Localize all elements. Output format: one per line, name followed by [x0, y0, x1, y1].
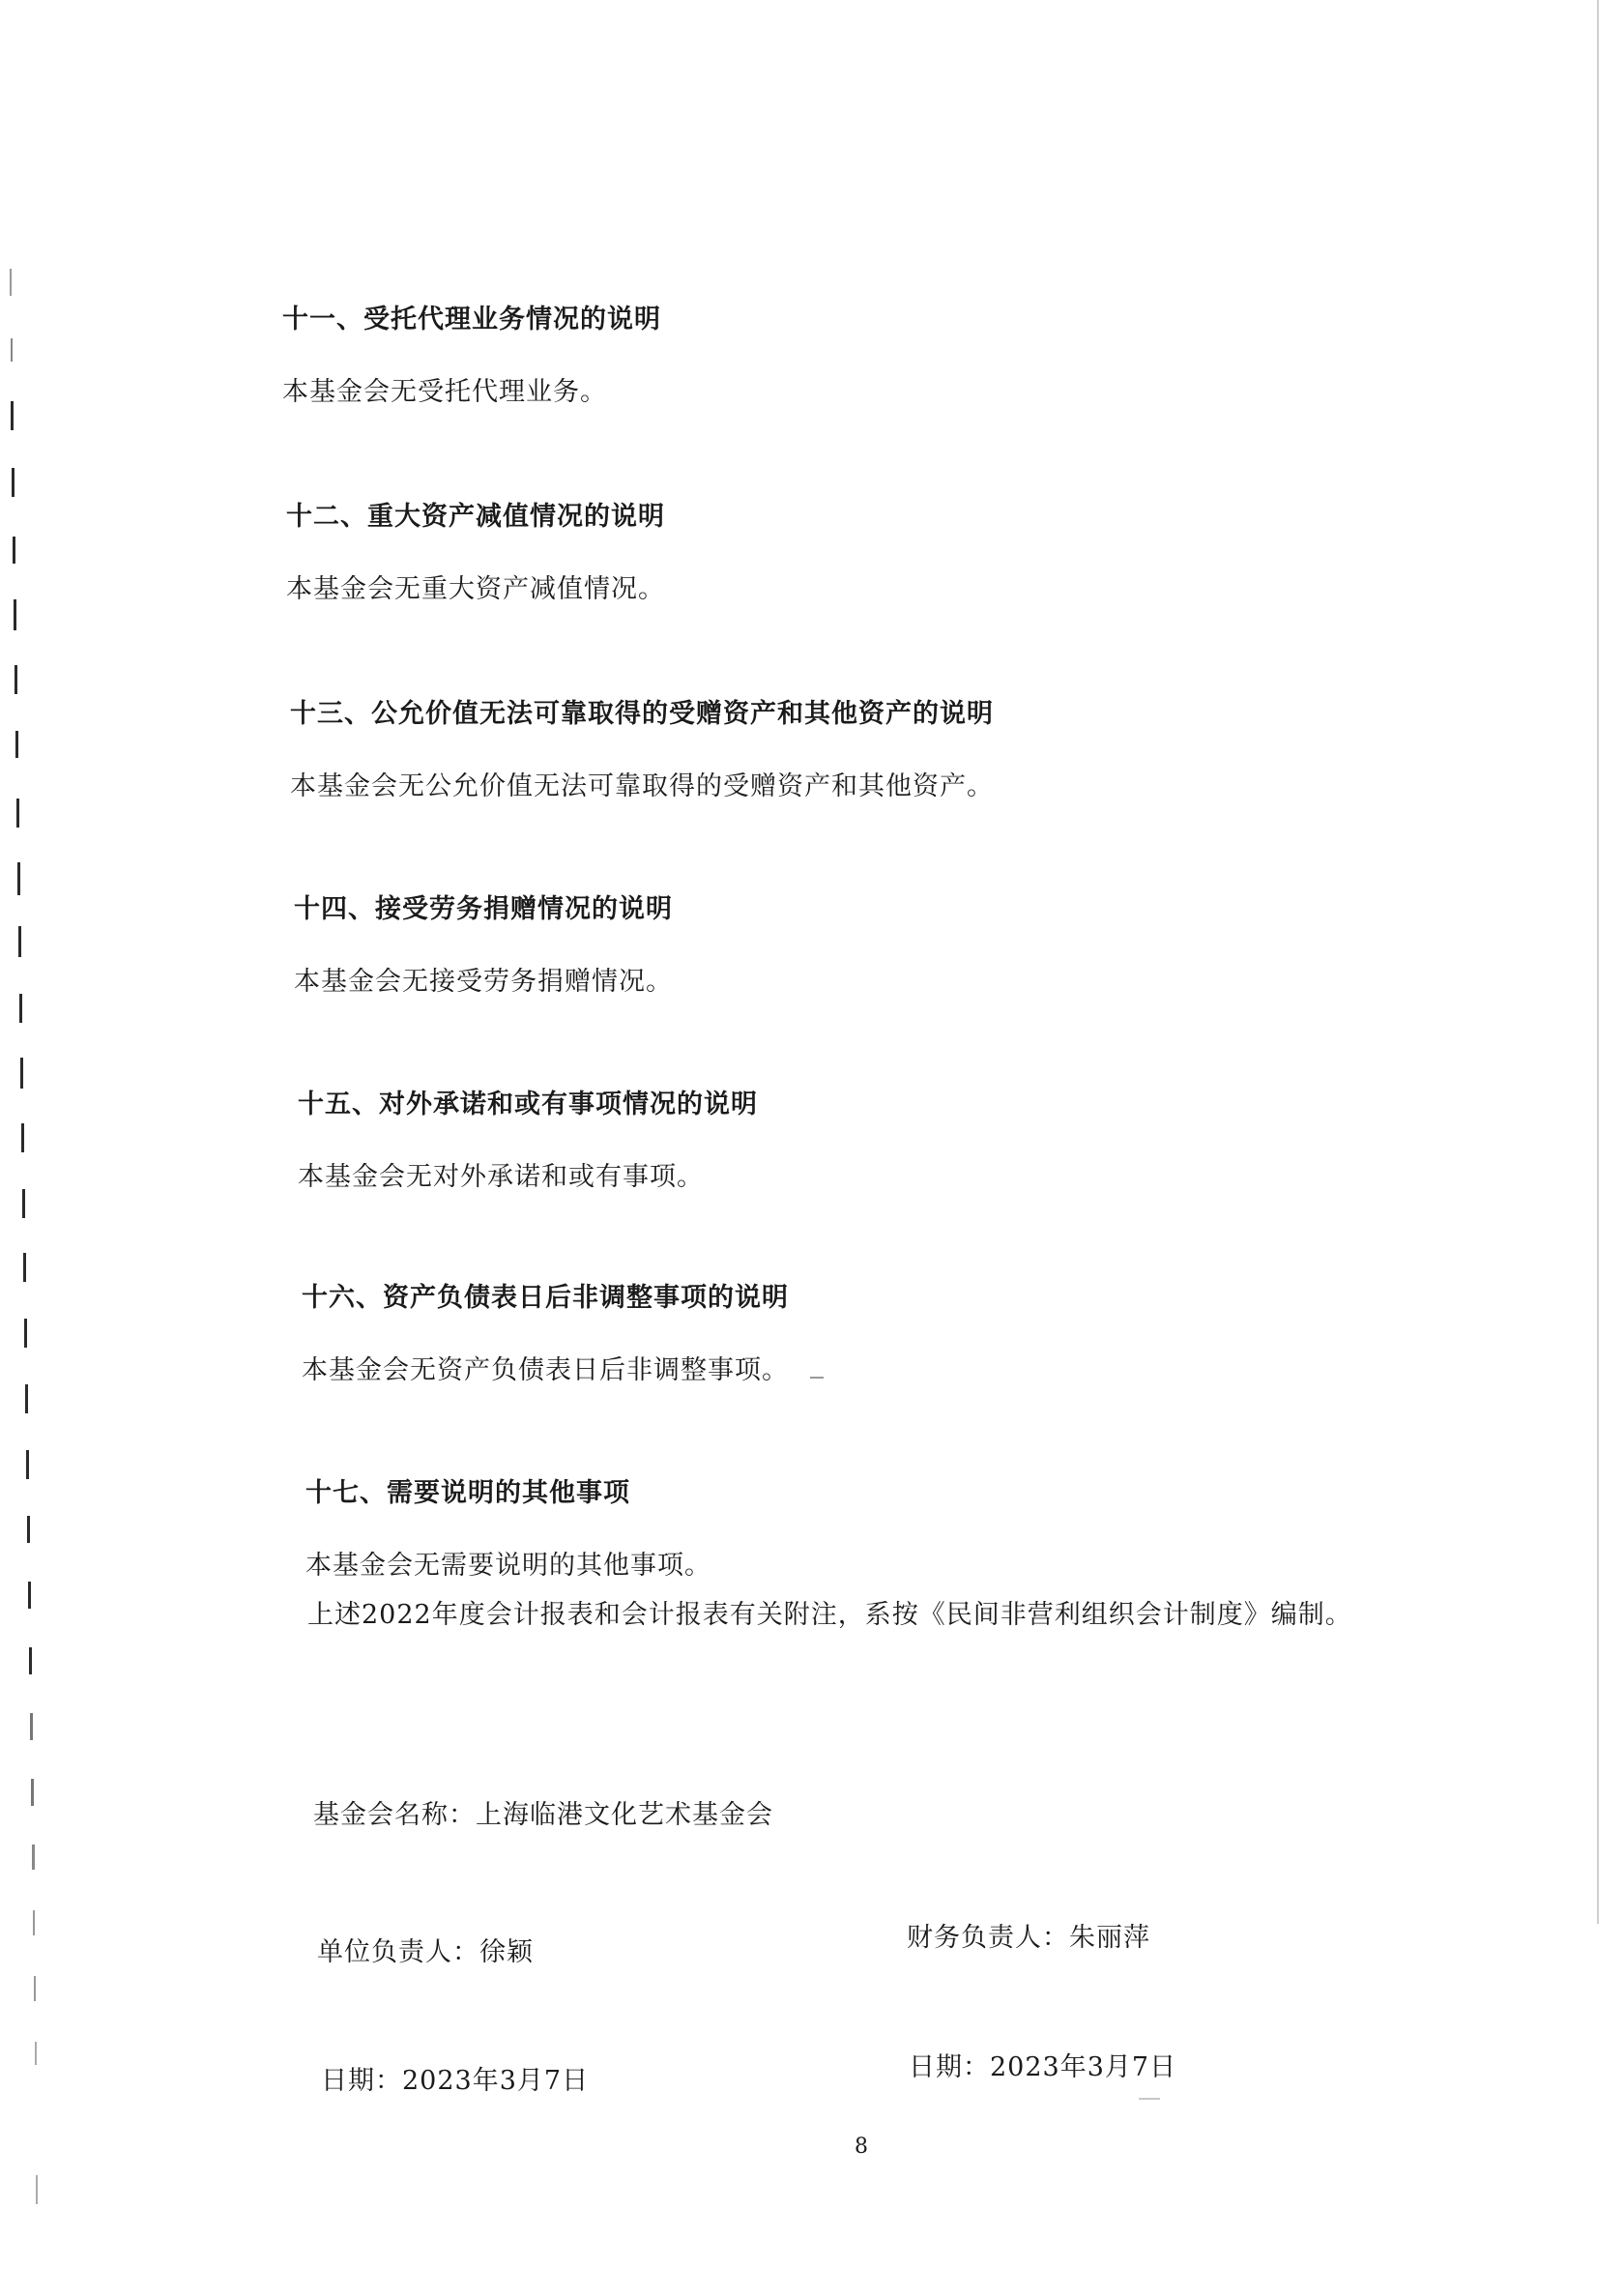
section-body: 本基金会无重大资产减值情况。	[286, 574, 665, 604]
section-body: 本基金会无接受劳务捐赠情况。	[294, 967, 673, 997]
section-11	[282, 298, 661, 408]
date-left: 日期：2023年3月7日	[321, 2066, 590, 2096]
section-body: 本基金会无需要说明的其他事项。	[305, 1551, 711, 1581]
scan-right-edge	[1597, 0, 1599, 1924]
section-heading: 十二、重大资产减值情况的说明	[286, 502, 665, 532]
section-heading: 十七、需要说明的其他事项	[305, 1478, 630, 1508]
date-right: 日期：2023年3月7日	[909, 2052, 1177, 2082]
finance-head: 财务负责人：朱丽萍	[907, 1923, 1150, 1953]
page-number: 8	[855, 2135, 868, 2159]
section-13	[290, 692, 994, 802]
section-body: 本基金会无受托代理业务。	[282, 377, 607, 407]
section-heading: 十三、公允价值无法可靠取得的受赠资产和其他资产的说明	[290, 699, 994, 729]
section-heading: 十六、资产负债表日后非调整事项的说明	[302, 1283, 789, 1313]
unit-head: 单位负责人：徐颖	[317, 1937, 534, 1967]
section-16	[302, 1276, 789, 1386]
scan-speck	[1139, 2098, 1160, 2100]
section-12	[286, 495, 665, 605]
section-17	[305, 1471, 711, 1582]
section-body: 本基金会无公允价值无法可靠取得的受赠资产和其他资产。	[290, 771, 994, 801]
section-15	[298, 1083, 758, 1193]
section-body: 本基金会无资产负债表日后非调整事项。	[302, 1355, 789, 1385]
section-14	[294, 887, 673, 998]
section-heading: 十四、接受劳务捐赠情况的说明	[294, 894, 673, 924]
section-heading: 十五、对外承诺和或有事项情况的说明	[298, 1090, 758, 1119]
scan-speck	[810, 1377, 824, 1379]
section-body: 本基金会无对外承诺和或有事项。	[298, 1162, 704, 1192]
section-heading: 十一、受托代理业务情况的说明	[282, 305, 661, 334]
closing-statement: 上述2022年度会计报表和会计报表有关附注，系按《民间非营利组织会计制度》编制。	[307, 1600, 1352, 1630]
foundation-name: 基金会名称：上海临港文化艺术基金会	[313, 1800, 773, 1830]
